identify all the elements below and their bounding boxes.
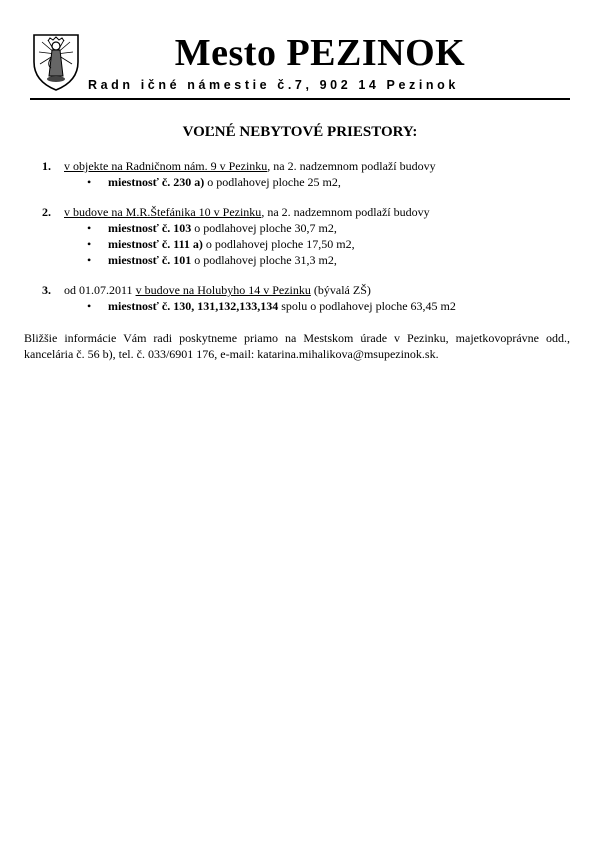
room-label: miestnosť č. 111 a) xyxy=(108,237,203,251)
location-detail: , na 2. nadzemnom podlaží budovy xyxy=(267,159,436,173)
room-list xyxy=(64,174,570,190)
contact-info: Bližšie informácie Vám radi poskytneme priamo na Mestskom úrade v Pezinku, majetkovoprávne odd., kancelária č. 56 b), tel. č. 033/6901 176, e-mail: katarina.mihalikova@msupezinok.sk. xyxy=(24,331,570,361)
room-text: o podlahovej ploche 31,3 m2, xyxy=(191,253,337,267)
room-item xyxy=(64,252,570,268)
room-label: miestnosť č. 101 xyxy=(108,253,192,267)
item-location-line xyxy=(64,158,570,174)
room-label: miestnosť č. 230 a) xyxy=(108,175,205,189)
room-item xyxy=(64,174,570,190)
room-label: miestnosť č. 103 xyxy=(108,221,192,235)
room-label: miestnosť č. 130, 131,132,133,134 xyxy=(108,299,279,313)
room-item xyxy=(64,298,570,314)
location-detail: , na 2. nadzemnom podlaží budovy xyxy=(261,205,430,219)
section-heading: VOĽNÉ NEBYTOVÉ PRIESTORY: xyxy=(182,124,418,140)
location-detail: (bývalá ZŠ) xyxy=(310,283,371,297)
list-item xyxy=(24,204,570,268)
room-list xyxy=(64,220,570,268)
item-number: 1. xyxy=(42,159,51,173)
item-location-line xyxy=(64,282,570,298)
room-item xyxy=(64,220,570,236)
document-body xyxy=(24,158,570,362)
list-item xyxy=(24,282,570,314)
item-number: 2. xyxy=(42,205,51,219)
room-text: o podlahovej ploche 30,7 m2, xyxy=(191,221,337,235)
header-divider xyxy=(30,98,570,100)
room-text: o podlahovej ploche 17,50 m2, xyxy=(202,237,355,251)
room-text: o podlahovej ploche 25 m2, xyxy=(204,175,341,189)
item-number: 3. xyxy=(42,283,51,297)
address-line: Radn ičné námestie č.7, 902 14 Pezinok xyxy=(88,78,459,92)
item-location-line xyxy=(64,204,570,220)
room-list xyxy=(64,298,570,314)
list-item xyxy=(24,158,570,190)
room-text: spolu o podlahovej ploche 63,45 m2 xyxy=(278,299,456,313)
location-prefix: od 01.07.2011 xyxy=(64,283,136,297)
room-item xyxy=(64,236,570,252)
page-title: Mesto PEZINOK xyxy=(174,32,466,74)
location-text: v budove na M.R.Štefánika 10 v Pezinku xyxy=(64,205,262,219)
location-text: v budove na Holubyho 14 v Pezinku xyxy=(135,283,311,297)
location-text: v objekte na Radničnom nám. 9 v Pezinku xyxy=(64,159,268,173)
